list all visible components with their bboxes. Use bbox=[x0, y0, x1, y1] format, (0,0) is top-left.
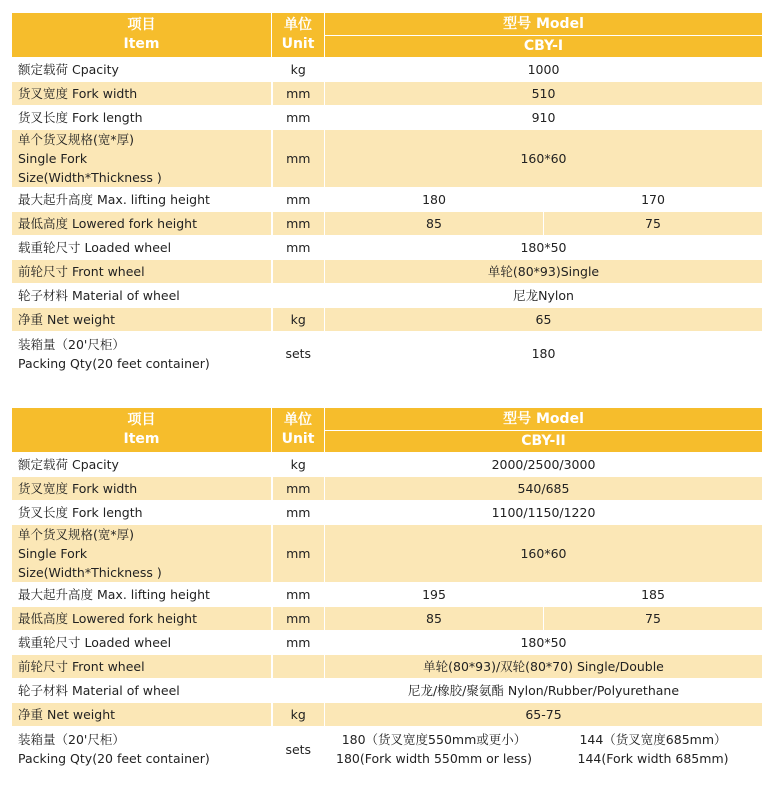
table-row bbox=[12, 106, 763, 130]
unit-cell bbox=[272, 679, 325, 703]
item-line: 单个货叉规格(宽*厚) bbox=[18, 132, 135, 147]
unit-cell: mm bbox=[272, 477, 325, 501]
unit-cell: kg bbox=[272, 703, 325, 727]
header-unit-cn: 单位 bbox=[284, 412, 312, 428]
unit-cell bbox=[272, 655, 325, 679]
value-cell: 160*60 bbox=[325, 525, 763, 583]
value-cell: 185 bbox=[544, 583, 763, 607]
table-row bbox=[12, 501, 763, 525]
item-line: Packing Qty(20 feet container) bbox=[18, 355, 210, 371]
value-cell: 65-75 bbox=[325, 703, 763, 727]
item-line: Single Fork bbox=[18, 546, 88, 561]
value-cell: 910 bbox=[325, 106, 763, 130]
unit-cell: mm bbox=[272, 236, 325, 260]
header-model-label: 型号 Model bbox=[325, 408, 763, 431]
value-cell bbox=[325, 727, 544, 772]
table-row bbox=[12, 525, 763, 583]
table-row bbox=[12, 607, 763, 631]
unit-cell: mm bbox=[272, 106, 325, 130]
value-line: 144（货叉宽度685mm） bbox=[579, 732, 727, 747]
item-cell: 轮子材料 Material of wheel bbox=[12, 284, 272, 308]
header-unit bbox=[272, 408, 325, 453]
header-unit bbox=[272, 13, 325, 58]
table-row bbox=[12, 703, 763, 727]
item-cell: 载重轮尺寸 Loaded wheel bbox=[12, 631, 272, 655]
table-row bbox=[12, 212, 763, 236]
header-model-name: CBY-I bbox=[325, 36, 763, 58]
unit-cell: kg bbox=[272, 308, 325, 332]
unit-cell: mm bbox=[272, 212, 325, 236]
item-cell bbox=[12, 727, 272, 772]
value-cell: 180*50 bbox=[325, 236, 763, 260]
header-model-label: 型号 Model bbox=[325, 13, 763, 36]
unit-cell: mm bbox=[272, 631, 325, 655]
value-cell: 2000/2500/3000 bbox=[325, 453, 763, 477]
item-cell bbox=[12, 332, 272, 376]
unit-cell: mm bbox=[272, 501, 325, 525]
spec-table-body bbox=[12, 58, 763, 376]
value-cell: 540/685 bbox=[325, 477, 763, 501]
item-cell bbox=[12, 130, 272, 188]
table-row bbox=[12, 308, 763, 332]
item-cell: 载重轮尺寸 Loaded wheel bbox=[12, 236, 272, 260]
unit-cell bbox=[272, 284, 325, 308]
unit-cell: mm bbox=[272, 583, 325, 607]
value-cell: 65 bbox=[325, 308, 763, 332]
item-line: Size(Width*Thickness ) bbox=[18, 565, 162, 580]
value-cell: 170 bbox=[544, 188, 763, 212]
unit-cell: mm bbox=[272, 130, 325, 188]
header-item-cn: 项目 bbox=[127, 17, 156, 33]
item-cell: 货叉长度 Fork length bbox=[12, 106, 272, 130]
unit-cell: mm bbox=[272, 607, 325, 631]
table-row bbox=[12, 284, 763, 308]
header-unit-cn: 单位 bbox=[284, 17, 312, 33]
item-cell: 额定载荷 Cpacity bbox=[12, 453, 272, 477]
value-cell: 180 bbox=[325, 332, 763, 376]
value-cell: 1000 bbox=[325, 58, 763, 82]
unit-cell: mm bbox=[272, 82, 325, 106]
table-row bbox=[12, 631, 763, 655]
unit-cell: kg bbox=[272, 453, 325, 477]
item-cell: 最低高度 Lowered fork height bbox=[12, 607, 272, 631]
item-line: 装箱量（20'尺柜） bbox=[18, 732, 125, 747]
unit-cell: sets bbox=[272, 727, 325, 772]
table-row bbox=[12, 332, 763, 376]
table-row bbox=[12, 58, 763, 82]
header-item-en: Item bbox=[123, 36, 160, 52]
item-cell bbox=[12, 525, 272, 583]
item-cell: 额定载荷 Cpacity bbox=[12, 58, 272, 82]
table-row bbox=[12, 260, 763, 284]
value-line: 144(Fork width 685mm) bbox=[577, 751, 729, 766]
item-cell: 最大起升高度 Max. lifting height bbox=[12, 583, 272, 607]
header-item-cn: 项目 bbox=[127, 412, 156, 428]
header-item-en: Item bbox=[123, 431, 160, 447]
value-cell: 160*60 bbox=[325, 130, 763, 188]
item-cell: 最大起升高度 Max. lifting height bbox=[12, 188, 272, 212]
unit-cell: sets bbox=[272, 332, 325, 376]
item-cell: 前轮尺寸 Front wheel bbox=[12, 260, 272, 284]
table-row bbox=[12, 655, 763, 679]
item-cell: 净重 Net weight bbox=[12, 308, 272, 332]
value-cell bbox=[544, 727, 763, 772]
item-line: Size(Width*Thickness ) bbox=[18, 170, 162, 185]
value-cell: 75 bbox=[544, 212, 763, 236]
table-row bbox=[12, 236, 763, 260]
unit-cell: mm bbox=[272, 188, 325, 212]
spec-table-cby-ii bbox=[11, 407, 763, 772]
value-cell: 510 bbox=[325, 82, 763, 106]
value-cell: 180*50 bbox=[325, 631, 763, 655]
unit-cell: kg bbox=[272, 58, 325, 82]
value-cell: 195 bbox=[325, 583, 544, 607]
table-row bbox=[12, 477, 763, 501]
item-cell: 前轮尺寸 Front wheel bbox=[12, 655, 272, 679]
item-cell: 最低高度 Lowered fork height bbox=[12, 212, 272, 236]
item-cell: 货叉宽度 Fork width bbox=[12, 477, 272, 501]
value-cell: 85 bbox=[325, 607, 544, 631]
value-cell: 尼龙Nylon bbox=[325, 284, 763, 308]
value-cell: 75 bbox=[544, 607, 763, 631]
spec-table-body bbox=[12, 453, 763, 772]
table-row bbox=[12, 188, 763, 212]
item-cell: 货叉宽度 Fork width bbox=[12, 82, 272, 106]
value-cell: 单轮(80*93)Single bbox=[325, 260, 763, 284]
value-line: 180（货叉宽度550mm或更小） bbox=[341, 732, 527, 747]
unit-cell bbox=[272, 260, 325, 284]
item-cell: 净重 Net weight bbox=[12, 703, 272, 727]
table-row bbox=[12, 583, 763, 607]
value-cell: 180 bbox=[325, 188, 544, 212]
header-unit-en: Unit bbox=[281, 431, 315, 447]
item-cell: 货叉长度 Fork length bbox=[12, 501, 272, 525]
table-row bbox=[12, 453, 763, 477]
spec-table-cby-i bbox=[11, 12, 763, 376]
header-model-name: CBY-II bbox=[325, 431, 763, 453]
value-line: 180(Fork width 550mm or less) bbox=[336, 751, 532, 766]
table-row bbox=[12, 130, 763, 188]
table-row bbox=[12, 727, 763, 772]
header-item bbox=[12, 13, 272, 58]
header-unit-en: Unit bbox=[281, 36, 315, 52]
value-cell: 单轮(80*93)/双轮(80*70) Single/Double bbox=[325, 655, 763, 679]
item-cell: 轮子材料 Material of wheel bbox=[12, 679, 272, 703]
item-line: Packing Qty(20 feet container) bbox=[18, 751, 210, 766]
value-cell: 尼龙/橡胶/聚氨酯 Nylon/Rubber/Polyurethane bbox=[325, 679, 763, 703]
header-item bbox=[12, 408, 272, 453]
item-line: 单个货叉规格(宽*厚) bbox=[18, 527, 135, 542]
item-line: 装箱量（20'尺柜） bbox=[18, 336, 125, 352]
value-cell: 1100/1150/1220 bbox=[325, 501, 763, 525]
item-line: Single Fork bbox=[18, 151, 88, 166]
table-row bbox=[12, 82, 763, 106]
value-cell: 85 bbox=[325, 212, 544, 236]
table-row bbox=[12, 679, 763, 703]
unit-cell: mm bbox=[272, 525, 325, 583]
